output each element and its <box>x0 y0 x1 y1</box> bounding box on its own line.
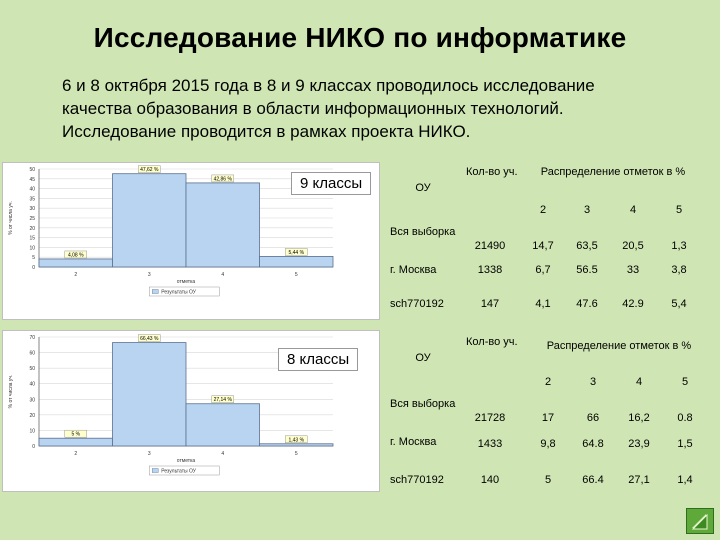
col-header-distribution: Распределение отметок в % <box>540 166 686 178</box>
legend-swatch <box>152 469 158 473</box>
row-count: 140 <box>480 474 500 486</box>
row-value: 1,4 <box>677 474 693 486</box>
y-tick-label: 5 <box>32 255 35 262</box>
data-label: 66,43 % <box>140 336 159 343</box>
row-label: sch770192 <box>390 298 444 310</box>
x-tick-label: 5 <box>294 451 298 457</box>
y-tick-label: 30 <box>29 397 35 404</box>
data-label: 1,43 % <box>288 437 305 444</box>
row-value: 42.9 <box>622 298 644 310</box>
grade-header: 2 <box>539 204 547 216</box>
bar <box>113 174 187 267</box>
row-label: sch770192 <box>390 474 444 486</box>
data-label: 5 % <box>71 431 81 438</box>
y-axis-label: % от числа уч. <box>8 374 14 409</box>
x-axis-label: отметка <box>176 279 196 285</box>
row-value: 64.8 <box>582 438 604 450</box>
row-value: 1,3 <box>671 240 687 252</box>
x-tick-label: 2 <box>74 451 78 457</box>
y-tick-label: 45 <box>29 176 35 183</box>
row-value: 66 <box>586 412 600 424</box>
y-tick-label: 35 <box>29 196 35 203</box>
bar <box>39 438 113 446</box>
row-value: 16,2 <box>628 412 650 424</box>
next-slide-button[interactable] <box>686 508 714 534</box>
col-header-count: Кол-во уч. <box>466 336 518 348</box>
y-tick-label: 40 <box>29 381 35 388</box>
row-label: г. Москва <box>390 436 437 448</box>
grade-header: 5 <box>681 376 689 388</box>
row-value: 17 <box>541 412 555 424</box>
row-value: 56.5 <box>576 264 598 276</box>
data-label: 47,62 % <box>140 167 159 174</box>
grade-header: 5 <box>675 204 683 216</box>
bar <box>113 343 187 446</box>
x-tick-label: 4 <box>221 451 225 457</box>
y-axis-label: % от числа уч. <box>8 201 14 235</box>
x-tick-label: 3 <box>147 272 151 278</box>
row-label: г. Москва <box>390 264 437 276</box>
legend-label: Результаты ОУ <box>161 289 196 296</box>
row-value: 1,5 <box>677 438 693 450</box>
grade-header: 3 <box>589 376 597 388</box>
y-tick-label: 0 <box>32 444 35 450</box>
row-value: 66.4 <box>582 474 604 486</box>
page-title: Исследование НИКО по информатике <box>93 22 627 53</box>
row-count: 147 <box>480 298 500 310</box>
bar <box>186 183 260 267</box>
legend-label: Результаты ОУ <box>161 468 196 475</box>
x-tick-label: 2 <box>74 272 78 278</box>
y-tick-label: 25 <box>29 216 35 222</box>
class-label-9: 9 классы <box>291 172 371 195</box>
y-tick-label: 40 <box>29 186 35 193</box>
arrow-icon <box>687 509 713 533</box>
class-label-8: 8 классы <box>278 348 358 371</box>
row-value: 23,9 <box>628 438 650 450</box>
y-tick-label: 10 <box>29 428 35 435</box>
stats-table-8 <box>388 332 718 492</box>
y-tick-label: 70 <box>29 335 35 341</box>
row-value: 14,7 <box>532 240 554 252</box>
x-tick-label: 5 <box>294 272 298 278</box>
row-value: 47.6 <box>576 298 598 310</box>
row-count: 1338 <box>477 264 503 276</box>
data-label: 27,14 % <box>213 397 232 404</box>
legend-swatch <box>152 290 158 294</box>
row-value: 5 <box>544 474 552 486</box>
y-tick-label: 60 <box>29 350 35 357</box>
row-value: 3,8 <box>671 264 687 276</box>
row-value: 63,5 <box>576 240 598 252</box>
grade-header: 4 <box>635 376 643 388</box>
row-value: 5,4 <box>671 298 687 310</box>
y-tick-label: 20 <box>29 412 35 419</box>
y-tick-label: 50 <box>29 366 35 373</box>
y-tick-label: 0 <box>32 265 35 271</box>
col-header-count: Кол-во уч. <box>466 166 518 178</box>
row-value: 0.8 <box>677 412 693 424</box>
y-tick-label: 30 <box>29 206 35 213</box>
data-label: 42,86 % <box>213 176 232 183</box>
row-count: 1433 <box>477 438 503 450</box>
y-tick-label: 20 <box>29 225 35 232</box>
y-tick-label: 15 <box>29 235 35 242</box>
row-label: Вся выборка <box>390 398 456 410</box>
x-tick-label: 4 <box>221 272 225 278</box>
x-axis-label: отметка <box>176 458 196 464</box>
row-value: 9,8 <box>540 438 556 450</box>
y-tick-label: 10 <box>29 245 35 252</box>
col-header-distribution: Распределение отметок в % <box>546 340 692 352</box>
col-header-ou: ОУ <box>415 182 431 194</box>
grade-header: 3 <box>583 204 591 216</box>
intro-line: качества образования в области информационных технологий. <box>62 99 564 118</box>
bar <box>186 404 260 446</box>
data-label: 5,44 % <box>288 249 305 256</box>
col-header-ou: ОУ <box>415 352 431 364</box>
row-label: Вся выборка <box>390 226 456 238</box>
x-tick-label: 3 <box>147 451 151 457</box>
data-label: 4,08 % <box>67 252 84 259</box>
row-count: 21728 <box>474 412 506 424</box>
row-value: 27,1 <box>628 474 650 486</box>
intro-line: 6 и 8 октября 2015 года в 8 и 9 классах проводилось исследование <box>62 76 595 95</box>
bar <box>260 444 334 446</box>
bar <box>260 256 334 267</box>
row-value: 6,7 <box>535 264 551 276</box>
row-value: 33 <box>626 264 640 276</box>
y-tick-label: 50 <box>29 167 35 173</box>
bar <box>39 259 113 267</box>
row-value: 4,1 <box>535 298 551 310</box>
stats-table-9 <box>388 162 718 322</box>
grade-header: 2 <box>544 376 552 388</box>
row-count: 21490 <box>474 240 506 252</box>
intro-line: Исследование проводится в рамках проекта НИКО. <box>62 122 471 141</box>
grade-header: 4 <box>629 204 637 216</box>
row-value: 20,5 <box>622 240 644 252</box>
intro-text <box>62 74 702 143</box>
